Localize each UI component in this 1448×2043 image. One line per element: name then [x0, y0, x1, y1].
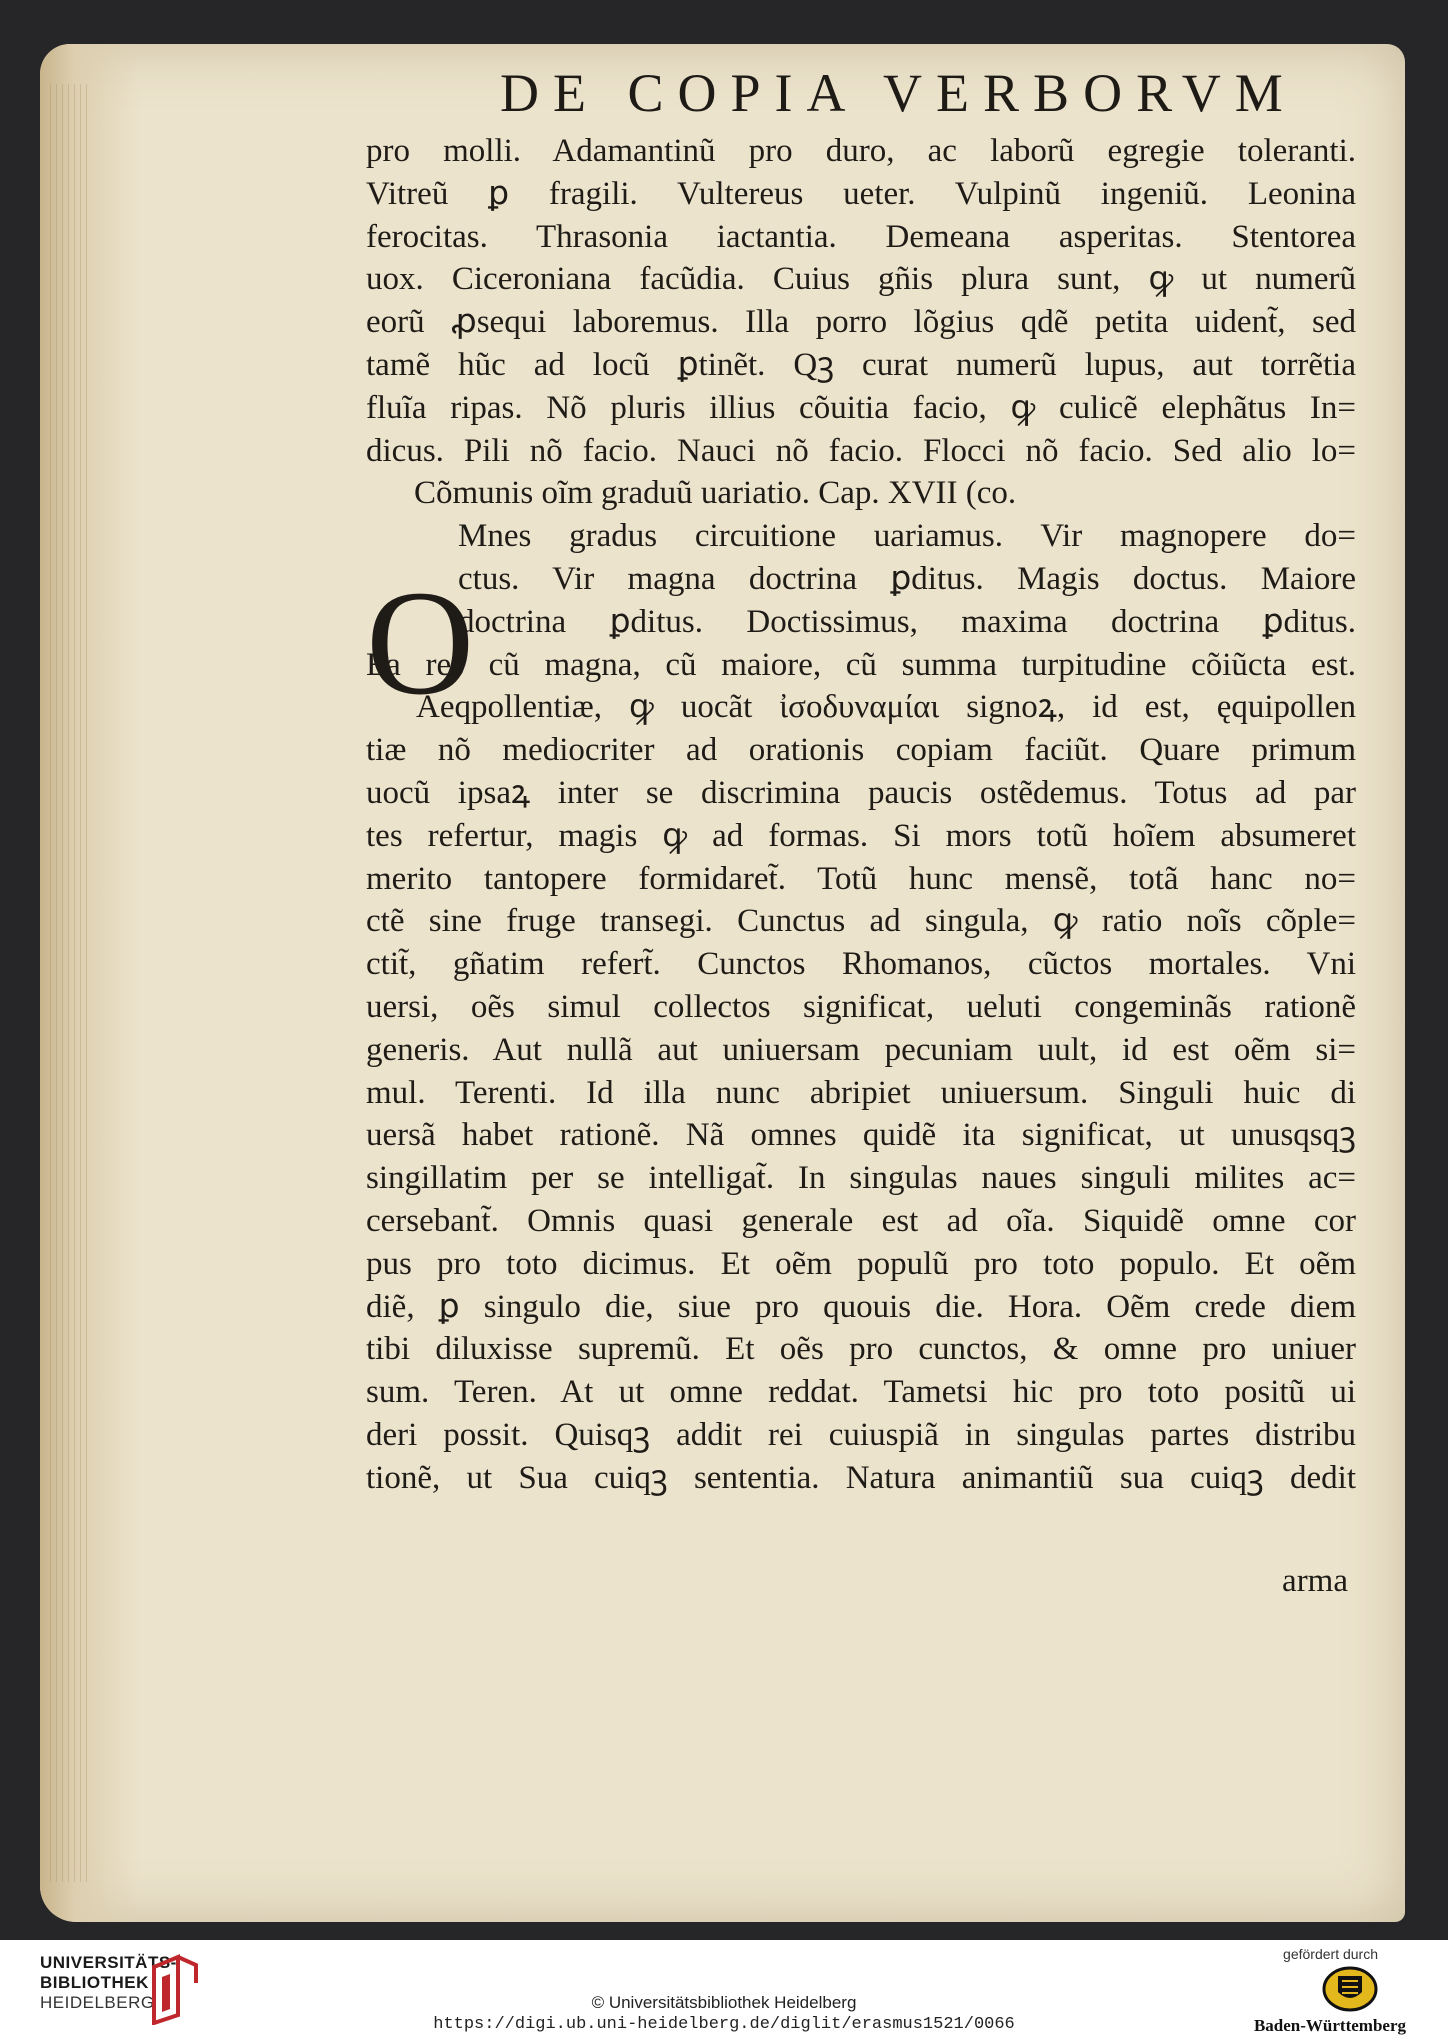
text-line: diẽ, ꝑ singulo die, siue pro quouis die. Hora. Oẽm crede diem [366, 1288, 1356, 1325]
text-line: tionẽ, ut Sua cuiqꝫ sententia. Natura animantiũ sua cuiqꝫ dedit [366, 1459, 1356, 1496]
text-line: tiæ nõ mediocriter ad orationis copiam faciũt. Quare primum [366, 732, 1356, 769]
text-line: tes refertur, magis ꝙ ad formas. Si mors totũ hoĩem absumeret [366, 817, 1356, 854]
text-line: ctẽ sine fruge transegi. Cunctus ad singula, ꝙ ratio noĩs cõple= [366, 903, 1356, 940]
page-url-link[interactable]: https://digi.ub.uni-heidelberg.de/diglit/erasmus1521/0066 [433, 2015, 1015, 2034]
baden-wuerttemberg-seal-icon [1322, 1966, 1378, 2012]
text-line: cersebant̃. Omnis quasi generale est ad oĩa. Siquidẽ omne cor [366, 1202, 1356, 1239]
library-name-line2: BIBLIOTHEK [40, 1973, 149, 1992]
text-line: Aeqpollentiæ, ꝙ uocãt ἰσοδυναμίαι signoꝝ, id est, ęquipollen [416, 689, 1356, 726]
text-line: ferocitas. Thrasonia iactantia. Demeana asperitas. Stentorea [366, 218, 1356, 255]
library-name-line1: UNIVERSITÄTS- [40, 1953, 177, 1972]
text-line: ctus. Vir magna doctrina ꝑditus. Magis doctus. Maiore [458, 560, 1356, 597]
text-line: deri possit. Quisqꝫ addit rei cuiuspiã in singulas partes distribu [366, 1416, 1356, 1453]
text-line: uox. Ciceroniana facũdia. Cuius gñis plura sunt, ꝙ ut numerũ [366, 261, 1356, 298]
text-line: tamẽ hũc ad locũ ꝑtinẽt. Qꝫ curat numerũ lupus, aut torrẽtia [366, 346, 1356, 383]
text-line: Ea res cũ magna, cũ maiore, cũ summa turpitudine cõiũcta est. [366, 646, 1356, 683]
text-line: pro molli. Adamantinũ pro duro, ac laborũ egregie toleranti. [366, 133, 1356, 169]
page-stack-edges [50, 84, 90, 1882]
text-line: tibi diluxisse supremũ. Et oẽs pro cunctos, & omne pro uniuer [366, 1331, 1356, 1368]
running-head: DE COPIA VERBORVM [500, 63, 1297, 123]
text-line: dicus. Pili nõ facio. Nauci nõ facio. Flocci nõ facio. Sed alio lo= [366, 432, 1356, 469]
funder-name: Baden-Württemberg [1253, 2016, 1406, 2035]
chapter-heading: Cõmunis oĩm graduũ uariatio. Cap. XVII (co. [414, 475, 1017, 512]
library-name-line3: HEIDELBERG [40, 1993, 155, 2012]
text-line: ctit̃, gñatim refert̃. Cunctos Rhomanos, cũctos mortales. Vni [366, 946, 1356, 983]
text-line: doctrina ꝑditus. Doctissimus, maxima doctrina ꝑditus. [458, 603, 1356, 640]
text-line: singillatim per se intelligat̃. In singulas naues singuli milites ac= [366, 1160, 1356, 1197]
catchword: arma [1282, 1563, 1348, 1599]
text-line: uocũ ipsaꝝ inter se discrimina paucis ostẽdemus. Totus ad par [366, 774, 1356, 811]
text-line: eorũ ꝓsequi laboremus. Illa porro lõgius qdẽ petita uident̃, sed [366, 304, 1356, 341]
text-line: uersã habet rationẽ. Nã omnes quidẽ ita significat, ut unusqsqꝫ [366, 1117, 1356, 1154]
text-line: uersi, oẽs simul collectos significat, ueluti congeminãs rationẽ [366, 988, 1356, 1025]
funded-by-label: gefördert durch [1283, 1946, 1378, 1962]
text-line: Vitreũ ꝑ fragili. Vultereus ueter. Vulpinũ ingeniũ. Leonina [366, 175, 1356, 212]
copyright-notice: © Universitätsbibliothek Heidelberg [591, 1993, 857, 2012]
text-line: mul. Terenti. Id illa nunc abripiet uniuersum. Singuli huic di [366, 1074, 1356, 1111]
drop-initial: O [366, 560, 475, 726]
text-line: fluĩa ripas. Nõ pluris illius cõuitia facio, ꝙ culicẽ elephãtus In= [366, 389, 1356, 426]
text-line: merito tantopere formidaret̃. Totũ hunc mensẽ, totã hanc no= [366, 860, 1356, 897]
body-text [366, 130, 1356, 1500]
text-line: pus pro toto dicimus. Et oẽm populũ pro toto populo. Et oẽm [366, 1245, 1356, 1282]
text-line: sum. Teren. At ut omne reddat. Tametsi hic pro toto positũ ui [366, 1374, 1356, 1411]
text-line: generis. Aut nullã aut uniuersam pecuniam uult, id est oẽm si= [366, 1031, 1356, 1068]
text-line: Mnes gradus circuitione uariamus. Vir magnopere do= [458, 518, 1356, 555]
